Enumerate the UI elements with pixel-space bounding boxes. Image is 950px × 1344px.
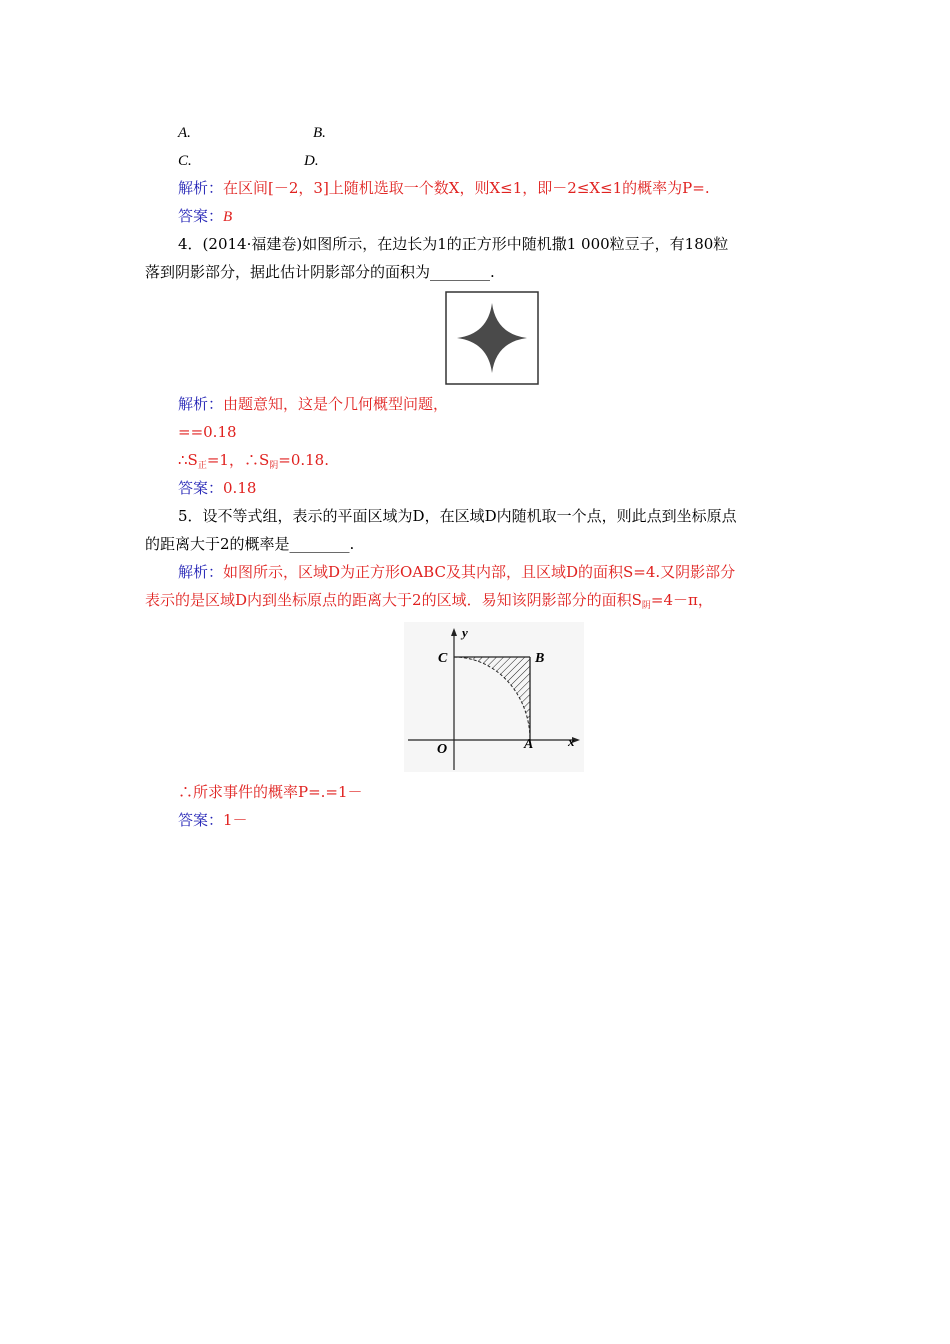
option-d: D.	[304, 153, 319, 169]
answer-value: B	[223, 209, 233, 225]
option-b: B.	[313, 125, 326, 141]
analysis-label: 解析：	[178, 395, 224, 413]
answer-label: 答案：	[178, 479, 224, 497]
q5-stem-line2: 的距离大于2的概率是________.	[145, 535, 355, 553]
answer-value: 0.18	[223, 479, 257, 497]
label-o: O	[437, 742, 448, 757]
region-figure	[404, 622, 584, 772]
answer-value: 1－	[223, 811, 248, 829]
label-a: A	[524, 737, 534, 752]
label-x: x	[568, 734, 575, 749]
analysis-text: 在区间[－2，3]上随机选取一个数X，则X≤1，即－2≤X≤1的概率为P=.	[223, 179, 710, 197]
q4-analysis	[178, 394, 448, 414]
q5-conclusion: ∴所求事件的概率P=.=1－	[178, 783, 363, 801]
q4-answer	[178, 478, 256, 498]
option-c: C.	[178, 153, 192, 169]
q3-answer	[178, 206, 232, 227]
q4-equation-1: ==0.18	[178, 423, 237, 441]
q4-stem-line2: 落到阴影部分，据此估计阴影部分的面积为________.	[145, 263, 495, 281]
astroid-figure	[445, 291, 539, 385]
analysis-text: 如图所示，区域D为正方形OABC及其内部，且区域D的面积S=4.又阴影部分	[223, 563, 736, 581]
analysis-text: 由题意知，这是个几何概型问题，	[223, 395, 449, 413]
q4-equation-2: $\therefore S_正=1$，$\therefore S_阴=0.18$.	[178, 451, 329, 471]
q4-stem-line1: 4．(2014·福建卷)如图所示，在边长为1的正方形中随机撒1 000粒豆子，有180粒	[178, 235, 729, 253]
q5-analysis	[178, 562, 735, 582]
q5-stem-line1: 5．设不等式组，表示的平面区域为D，在区域D内随机取一个点，则此点到坐标原点	[178, 507, 737, 525]
label-b: B	[535, 651, 545, 666]
answer-label: 答案：	[178, 811, 224, 829]
label-y: y	[462, 625, 468, 640]
analysis-label: 解析：	[178, 563, 224, 581]
option-a: A.	[178, 125, 191, 141]
q5-analysis-line2: 表示的是区域D内到坐标原点的距离大于2的区域．易知该阴影部分的面积$S_阴=4-\pi$，	[145, 591, 713, 611]
label-c: C	[438, 651, 448, 666]
answer-label: 答案：	[178, 207, 224, 225]
q5-answer	[178, 810, 248, 830]
q3-analysis	[178, 178, 710, 198]
analysis-label: 解析：	[178, 179, 224, 197]
